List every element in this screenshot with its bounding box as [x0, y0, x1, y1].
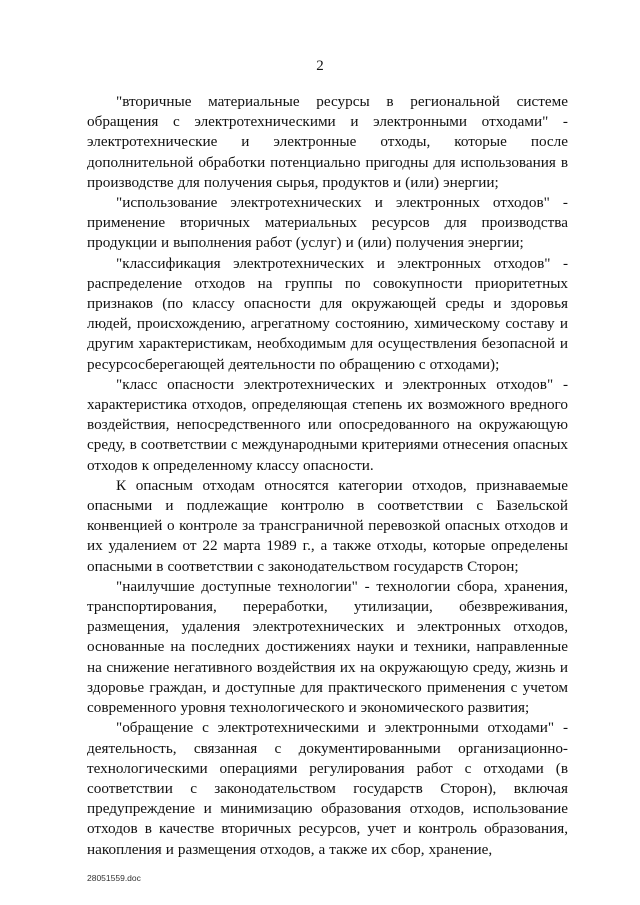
- page-number: 2: [316, 58, 324, 74]
- paragraph-secondary-resources: "вторичные материальные ресурсы в региональной системе обращения с электротехническими и электронными отходами" - электротехнические и электронные отходы, которые после дополнительной обработки потенциально пригодны для использования в производстве для получения сырья, продуктов и (или) энергии;: [87, 93, 568, 191]
- paragraph-best-technologies: "наилучшие доступные технологии" - технологии сбора, хранения, транспортирования, переработки, утилизации, обезвреживания, размещения, удаления электротехнических и электронных отходов, основанные на последних достижениях науки и техники, направленные на снижение негативного воздействия их на окружающую среду, жизнь и здоровье граждан, и доступные для практического применения с учетом современного уровня технологического и экономического развития;: [87, 577, 568, 717]
- paragraph-waste-classification: "классификация электротехнических и электронных отходов" - распределение отходов на группы по совокупности приоритетных признаков (по классу опасности для окружающей среды и здоровья людей, происхождению, агрегатному состоянию, химическому составу и другим характеристикам, необходимым для осуществления безопасной и ресурсосберегающей деятельности по обращению с отходами);: [87, 254, 568, 373]
- paragraph-waste-handling: "обращение с электротехническими и электронными отходами" - деятельность, связанная с документированными организационно-технологическими операциями регулирования работ с отходами (в соответствии с законодательством государств Сторон), включая предупреждение и минимизацию образования отходов, использование отходов в качестве вторичных ресурсов, учет и контроль образования, накопления и размещения отходов, а также их сбор, хранение,: [87, 719, 568, 858]
- footer-filename: 28051559.doc: [87, 873, 141, 883]
- paragraph-hazard-class: "класс опасности электротехнических и электронных отходов" - характеристика отходов, определяющая степень их возможного вредного воздействия, непосредственного или опосредованного на окружающую среду, в соответствии с международными критериями отнесения опасных отходов к определенному классу опасности.: [87, 375, 568, 474]
- document-body: [87, 92, 568, 860]
- paragraph-waste-usage: "использование электротехнических и электронных отходов" - применение вторичных материальных ресурсов для производства продукции и выполнения работ (услуг) и (или) получения энергии;: [87, 194, 568, 252]
- paragraph-hazardous-waste: К опасным отходам относятся категории отходов, признаваемые опасными и подлежащие контролю в соответствии с Базельской конвенцией о контроле за трансграничной перевозкой опасных отходов и их удалением от 22 марта 1989 г., а также отходы, которые определены опасными в соответствии с законодательством государств Сторон;: [87, 476, 568, 575]
